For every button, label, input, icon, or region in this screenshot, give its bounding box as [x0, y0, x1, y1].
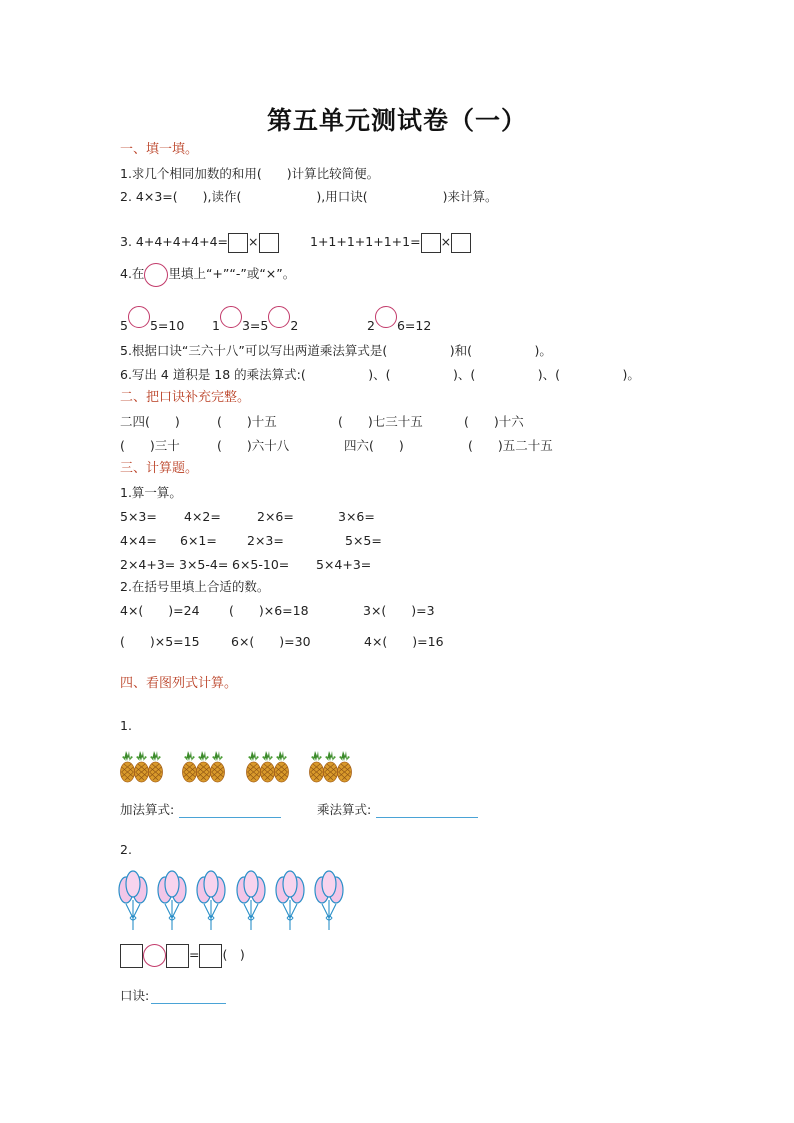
balloon-picture [116, 870, 352, 932]
section-3-heading: 三、计算题。 [120, 461, 199, 476]
calc-item: 4×2= [184, 509, 221, 524]
koujue-item: ( )七三十五 [338, 414, 423, 429]
fill-row-2 [120, 634, 520, 650]
q3-sub1: 1.算一算。 [120, 485, 182, 500]
equals-sign: = [189, 947, 200, 962]
operator-circle[interactable] [268, 306, 290, 328]
answer-box[interactable] [421, 233, 441, 253]
pineapple-icon [310, 751, 324, 782]
pineapple-group-1 [121, 751, 163, 782]
equation-box[interactable] [199, 944, 222, 968]
addition-answer-line[interactable] [179, 817, 281, 818]
koujue-answer-line[interactable] [151, 1003, 226, 1004]
calc-item: 5×3= [120, 509, 157, 524]
calc-item: 3×6= [338, 509, 375, 524]
balloon-bunch-icon [197, 871, 225, 930]
q1-line3a [120, 230, 279, 254]
fill-item: 4×( )=16 [364, 634, 444, 649]
q1-expr-a: 3. 4+4+4+4+4= [120, 234, 229, 249]
koujue-label: 口诀: [120, 988, 150, 1003]
fill-item: 6×( )=30 [231, 634, 311, 649]
q1-expr-b: 1+1+1+1+1+1= [310, 234, 421, 249]
section-2-heading: 二、把口诀补充完整。 [120, 390, 251, 405]
calc-item: 2×4+3= [120, 557, 176, 572]
q3-sub2: 2.在括号里填上合适的数。 [120, 579, 270, 594]
pineapple-icon [121, 751, 135, 782]
page-title: 第五单元测试卷（一） [266, 106, 527, 135]
answer-box[interactable] [259, 233, 279, 253]
fill-row-1 [120, 603, 520, 619]
operand: 3=5 [241, 318, 269, 333]
operator-circle[interactable] [220, 306, 242, 328]
koujue-item: ( )十五 [217, 414, 277, 429]
operator-circle[interactable] [128, 306, 150, 328]
balloon-bunch-icon [276, 871, 304, 930]
pineapple-icon [211, 751, 225, 782]
operator-circle[interactable] [375, 306, 397, 328]
operand: 2 [367, 318, 375, 333]
koujue-item: 四六( ) [344, 438, 404, 453]
calc-row-3 [120, 557, 520, 573]
operator-item-1 [120, 306, 184, 338]
koujue-item: 二四( ) [120, 414, 180, 429]
fill-item: 3×( )=3 [363, 603, 435, 618]
operator-item-2 [212, 306, 298, 338]
q1-l4-prefix: 4.在 [120, 266, 145, 281]
koujue-item: ( )十六 [464, 414, 524, 429]
operator-circle[interactable] [143, 944, 166, 967]
unit-paren: ( ) [222, 947, 245, 962]
pineapple-icon [197, 751, 211, 782]
calc-item: 5×4+3= [316, 557, 372, 572]
operand: 5 [120, 318, 128, 333]
calc-row-2 [120, 533, 520, 549]
pineapple-group-2 [183, 751, 225, 782]
q1-line2: 2. 4×3=( ),读作( ),用口诀( )来计算。 [120, 189, 498, 204]
answer-box[interactable] [451, 233, 471, 253]
operator-item-3 [367, 306, 431, 338]
fill-item: ( )×5=15 [120, 634, 200, 649]
times-sign: × [440, 234, 452, 249]
balloon-bunch-icon [237, 871, 265, 930]
operand: 5=10 [149, 318, 185, 333]
q1-line5: 5.根据口诀“三六十八”可以写出两道乘法算式是( )和( )。 [120, 343, 552, 358]
koujue-item: ( )三十 [120, 438, 180, 453]
section-4-heading: 四、看图列式计算。 [120, 676, 238, 691]
koujue-row-2 [120, 438, 680, 454]
balloon-bunch-icon [158, 871, 186, 930]
calc-item: 3×5-4= [179, 557, 229, 572]
pineapple-icon [149, 751, 163, 782]
fill-item: ( )×6=18 [229, 603, 309, 618]
calc-item: 2×3= [247, 533, 284, 548]
pineapple-icon [247, 751, 261, 782]
pineapple-picture [118, 748, 368, 784]
pineapple-icon [338, 751, 352, 782]
pineapple-icon [183, 751, 197, 782]
calc-row-1 [120, 509, 520, 525]
equation-box[interactable] [120, 944, 143, 968]
pineapple-group-4 [310, 751, 352, 782]
koujue-row-1 [120, 414, 680, 430]
q1-line4 [120, 262, 295, 287]
answer-box[interactable] [228, 233, 248, 253]
operand: 2 [290, 318, 299, 333]
pineapple-icon [261, 751, 275, 782]
pineapple-icon [135, 751, 149, 782]
operand: 6=12 [396, 318, 432, 333]
q1-line3b [310, 230, 471, 254]
section-1-heading: 一、填一填。 [120, 142, 199, 157]
operand: 1 [212, 318, 220, 333]
calc-item: 4×4= [120, 533, 157, 548]
addition-label: 加法算式: [120, 802, 175, 817]
q1-line6: 6.写出 4 道积是 18 的乘法算式:( )、( )、( )、( )。 [120, 367, 640, 382]
pineapple-group-3 [247, 751, 289, 782]
pineapple-icon [324, 751, 338, 782]
equation-template [120, 942, 245, 968]
koujue-item: ( )五二十五 [468, 438, 553, 453]
calc-item: 5×5= [345, 533, 382, 548]
balloon-bunch-icon [119, 871, 147, 930]
q1-line1: 1.求几个相同加数的和用( )计算比较简便。 [120, 166, 380, 181]
q1-l4-suffix: 里填上“+”“-”或“×”。 [168, 266, 296, 281]
multiplication-answer-line[interactable] [376, 817, 478, 818]
pineapple-icon [275, 751, 289, 782]
calc-item: 6×1= [180, 533, 217, 548]
times-sign: × [248, 234, 259, 249]
multiplication-label: 乘法算式: [317, 802, 372, 817]
koujue-item: ( )六十八 [217, 438, 290, 453]
problem-1-number: 1. [120, 718, 132, 733]
balloon-bunch-icon [315, 871, 343, 930]
calc-item: 2×6= [257, 509, 294, 524]
fill-item: 4×( )=24 [120, 603, 200, 618]
calc-item: 6×5-10= [232, 557, 290, 572]
problem-2-number: 2. [120, 842, 132, 857]
equation-box[interactable] [166, 944, 189, 968]
circle-symbol [144, 263, 168, 287]
